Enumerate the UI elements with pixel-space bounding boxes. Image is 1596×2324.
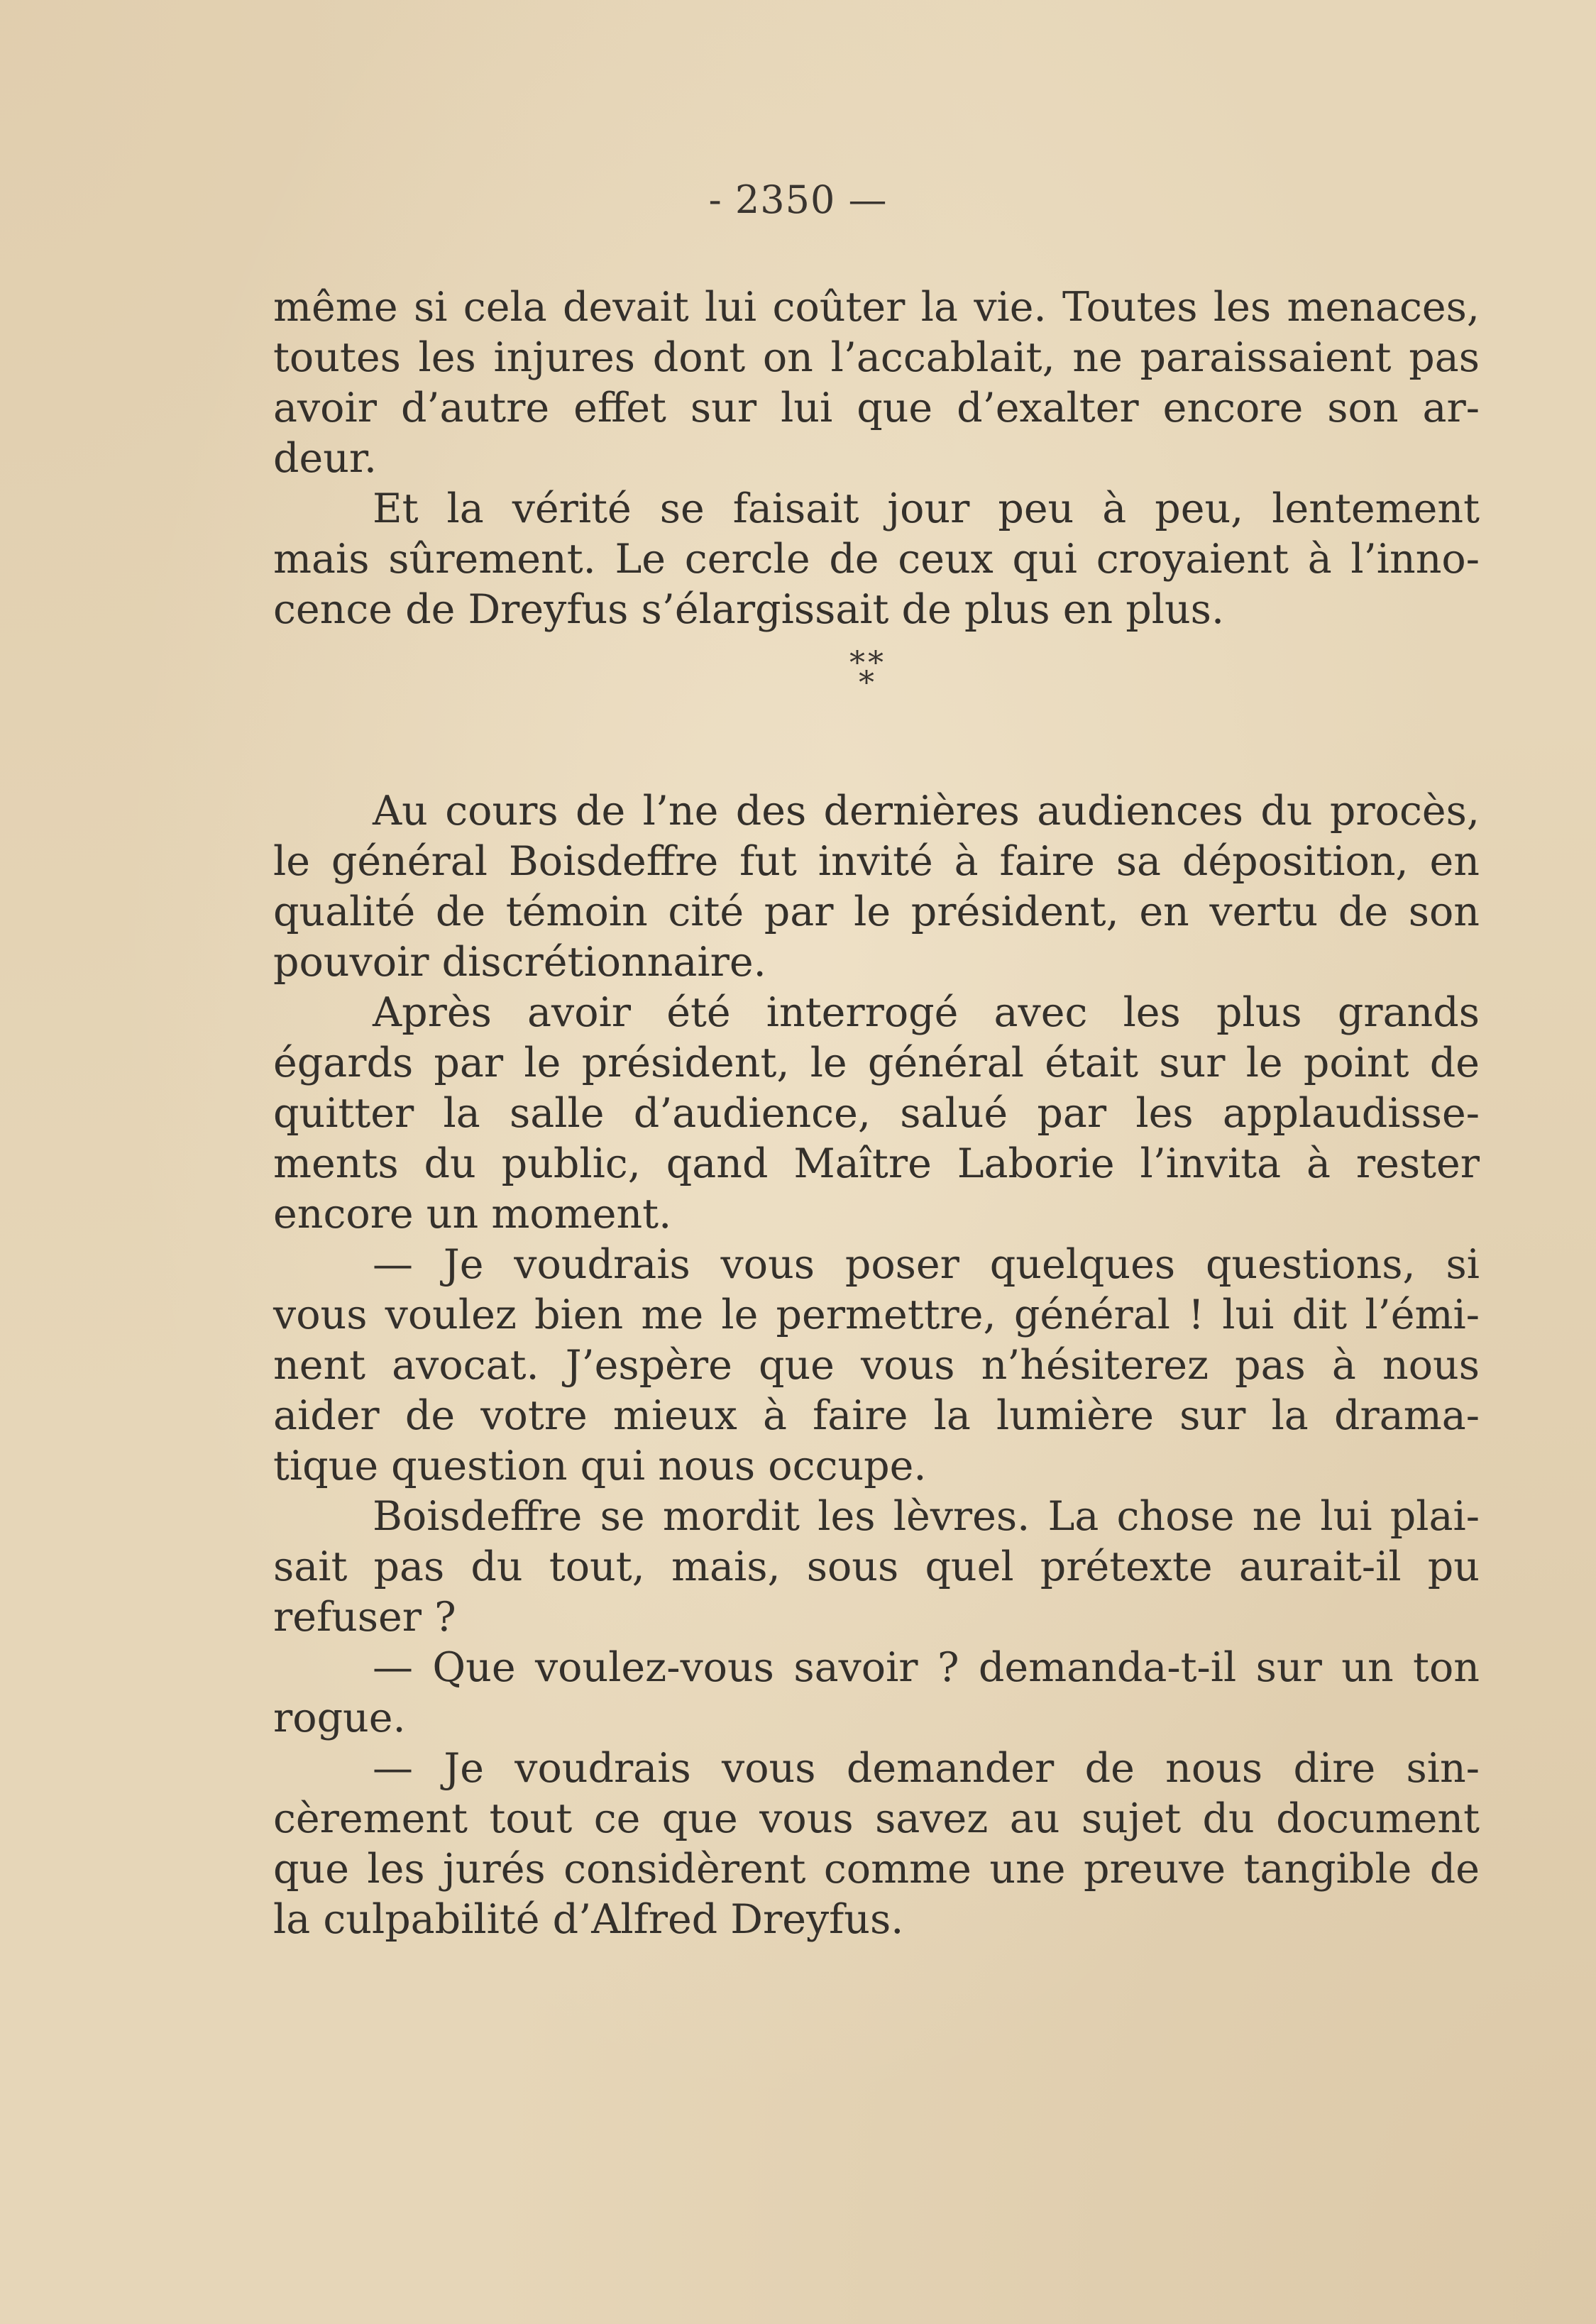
text-line: qualité de témoin cité par le président, en vertu de son	[273, 888, 1480, 935]
asterisk-mark: *	[849, 645, 865, 681]
text-block	[273, 282, 1480, 1945]
text-line: pouvoir discrétionnaire.	[273, 939, 766, 986]
text-line: Après avoir été interrogé avec les plus grands	[373, 989, 1480, 1036]
text-line: même si cela devait lui coûter la vie. Toutes les menaces,	[273, 284, 1480, 331]
text-line: avoir d’autre effet sur lui que d’exalter encore son ar-	[273, 385, 1480, 431]
text-line: tique question qui nous occupe.	[273, 1443, 927, 1489]
text-line: — Je voudrais vous demander de nous dire sin-	[373, 1745, 1480, 1792]
text-line: rogue.	[273, 1695, 406, 1741]
text-line: que les jurés considèrent comme une preuve tangible de	[273, 1846, 1480, 1893]
text-line: vous voulez bien me le permettre, général ! lui dit l’émi-	[273, 1292, 1480, 1338]
text-line: cence de Dreyfus s’élargissait de plus en plus.	[273, 586, 1225, 633]
text-line: le général Boisdeffre fut invité à faire sa déposition, en	[273, 838, 1480, 885]
text-line: encore un moment.	[273, 1191, 672, 1238]
page-number: - 2350 —	[708, 177, 888, 222]
text-line: égards par le président, le général était sur le point de	[273, 1040, 1480, 1086]
text-line: Et la vérité se faisait jour peu à peu, lentement	[373, 485, 1480, 532]
text-line: refuser ?	[273, 1594, 456, 1641]
text-line: aider de votre mieux à faire la lumière sur la drama-	[273, 1392, 1480, 1439]
text-line: — Je voudrais vous poser quelques questions, si	[373, 1241, 1480, 1288]
text-line: ments du public, qand Maître Laborie l’invita à rester	[273, 1140, 1480, 1187]
text-line: Boisdeffre se mordit les lèvres. La chose ne lui plai-	[373, 1493, 1480, 1540]
text-line: nent avocat. J’espère que vous n’hésiterez pas à nous	[273, 1342, 1480, 1389]
text-line: Au cours de l’ne des dernières audiences du procès,	[373, 788, 1480, 835]
text-line: cèrement tout ce que vous savez au sujet du document	[273, 1795, 1480, 1842]
text-line: toutes les injures dont on l’accablait, ne paraissaient pas	[273, 334, 1480, 381]
text-line: — Que voulez-vous savoir ? demanda-t-il sur un ton	[373, 1644, 1480, 1691]
asterisk-mark: *	[859, 665, 874, 701]
text-line: deur.	[273, 435, 378, 482]
text-line: la culpabilité d’Alfred Dreyfus.	[273, 1896, 904, 1943]
asterisk-mark: *	[868, 645, 884, 681]
text-line: mais sûrement. Le cercle de ceux qui croyaient à l’inno-	[273, 536, 1480, 583]
text-line: sait pas du tout, mais, sous quel prétexte aurait-il pu	[273, 1543, 1480, 1590]
text-line: quitter la salle d’audience, salué par les applaudisse-	[273, 1090, 1480, 1137]
asterism-separator	[273, 635, 1480, 786]
